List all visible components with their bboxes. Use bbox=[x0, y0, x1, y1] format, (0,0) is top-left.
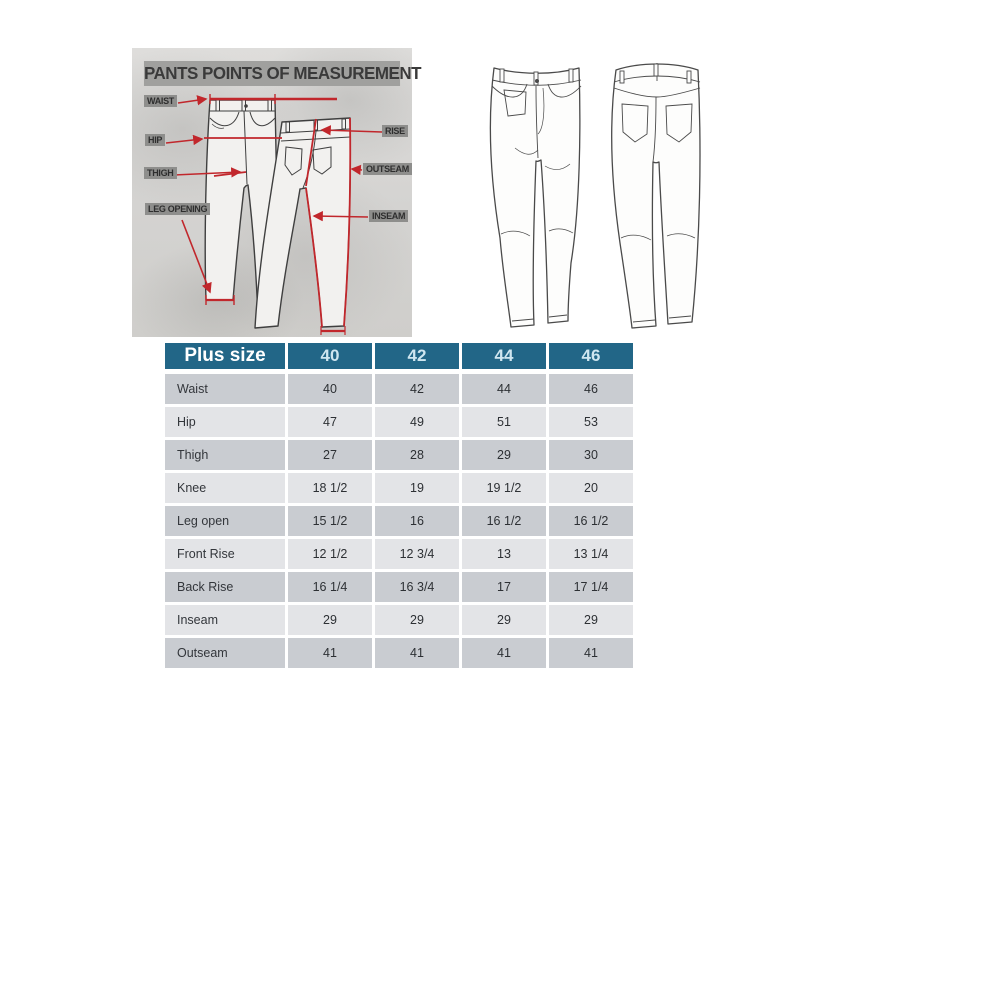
table-row-inseam bbox=[165, 605, 633, 635]
table-row-knee bbox=[165, 473, 633, 503]
measurement-value: 49 bbox=[375, 407, 459, 437]
measurement-value: 53 bbox=[549, 407, 633, 437]
measurement-value: 29 bbox=[375, 605, 459, 635]
measurement-value: 41 bbox=[375, 638, 459, 668]
callout-rise-label: RISE bbox=[382, 125, 408, 137]
measurement-value: 19 1/2 bbox=[462, 473, 546, 503]
row-label: Waist bbox=[165, 374, 285, 404]
measurement-value: 29 bbox=[462, 440, 546, 470]
size-table-body bbox=[165, 374, 633, 668]
measurement-value: 29 bbox=[549, 605, 633, 635]
row-label: Leg open bbox=[165, 506, 285, 536]
measurement-value: 16 1/2 bbox=[549, 506, 633, 536]
table-title-cell: Plus size bbox=[165, 343, 285, 369]
table-row-back-rise bbox=[165, 572, 633, 602]
callout-outseam-label: OUTSEAM bbox=[363, 163, 412, 175]
measurement-value: 28 bbox=[375, 440, 459, 470]
row-label: Hip bbox=[165, 407, 285, 437]
measurement-value: 20 bbox=[549, 473, 633, 503]
table-row-hip bbox=[165, 407, 633, 437]
measurement-value: 12 1/2 bbox=[288, 539, 372, 569]
size-table bbox=[165, 343, 633, 668]
size-column-header: 40 bbox=[288, 343, 372, 369]
size-column-header: 46 bbox=[549, 343, 633, 369]
measurement-value: 40 bbox=[288, 374, 372, 404]
table-row-front-rise bbox=[165, 539, 633, 569]
measurement-value: 42 bbox=[375, 374, 459, 404]
measurement-value: 19 bbox=[375, 473, 459, 503]
row-label: Front Rise bbox=[165, 539, 285, 569]
measurement-value: 17 1/4 bbox=[549, 572, 633, 602]
measurement-value: 16 1/2 bbox=[462, 506, 546, 536]
measurement-value: 41 bbox=[549, 638, 633, 668]
measurement-value: 51 bbox=[462, 407, 546, 437]
callout-waist-label: WAIST bbox=[144, 95, 177, 107]
row-label: Back Rise bbox=[165, 572, 285, 602]
measurement-value: 16 1/4 bbox=[288, 572, 372, 602]
measurement-value: 15 1/2 bbox=[288, 506, 372, 536]
callout-hip-label: HIP bbox=[145, 134, 165, 146]
row-label: Inseam bbox=[165, 605, 285, 635]
jeans-front-back-sketch bbox=[470, 38, 720, 338]
measurement-value: 17 bbox=[462, 572, 546, 602]
callout-thigh-label: THIGH bbox=[144, 167, 177, 179]
measurement-value: 27 bbox=[288, 440, 372, 470]
measurement-value: 41 bbox=[288, 638, 372, 668]
table-row-outseam bbox=[165, 638, 633, 668]
size-column-header: 42 bbox=[375, 343, 459, 369]
size-table-header bbox=[165, 343, 633, 369]
diagram-title: PANTS POINTS OF MEASUREMENT bbox=[144, 61, 400, 86]
measurement-value: 47 bbox=[288, 407, 372, 437]
measurement-value: 13 bbox=[462, 539, 546, 569]
row-label: Outseam bbox=[165, 638, 285, 668]
size-column-header: 44 bbox=[462, 343, 546, 369]
measurement-value: 41 bbox=[462, 638, 546, 668]
measurement-diagram-panel bbox=[132, 48, 422, 337]
measurement-value: 29 bbox=[288, 605, 372, 635]
row-label: Thigh bbox=[165, 440, 285, 470]
pants-measurement-sketch bbox=[132, 48, 412, 337]
measurement-value: 12 3/4 bbox=[375, 539, 459, 569]
measurement-value: 44 bbox=[462, 374, 546, 404]
measurement-value: 29 bbox=[462, 605, 546, 635]
jeans-flat-sketches bbox=[470, 38, 720, 338]
measurement-value: 30 bbox=[549, 440, 633, 470]
measurement-value: 16 bbox=[375, 506, 459, 536]
row-label: Knee bbox=[165, 473, 285, 503]
callout-leg-opening-label: LEG OPENING bbox=[145, 203, 210, 215]
table-row-waist bbox=[165, 374, 633, 404]
measurement-value: 16 3/4 bbox=[375, 572, 459, 602]
callout-inseam-label: INSEAM bbox=[369, 210, 408, 222]
table-row-thigh bbox=[165, 440, 633, 470]
measurement-value: 13 1/4 bbox=[549, 539, 633, 569]
table-row-leg-open bbox=[165, 506, 633, 536]
measurement-value: 46 bbox=[549, 374, 633, 404]
measurement-value: 18 1/2 bbox=[288, 473, 372, 503]
